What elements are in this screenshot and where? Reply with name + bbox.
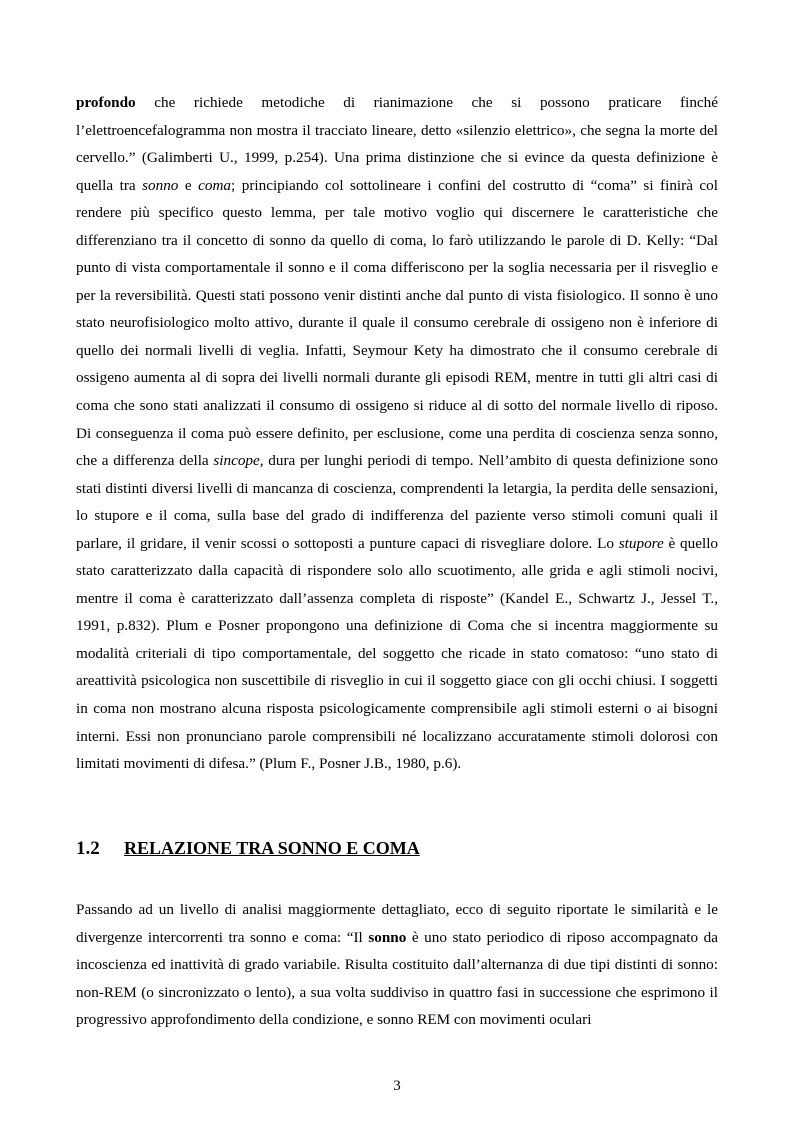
bold-term-sonno: sonno (368, 928, 407, 946)
text-run: e (178, 176, 199, 194)
text-run: Passando ad un livello di analisi maggiormente dettagliato, ecco di seguito riportate le similarità e le divergenze intercorrenti tra sonno e coma: “Il (76, 901, 718, 946)
text-run: è uno stato periodico di riposo accompagnato da incoscienza ed inattività di grado variabile. Risulta costituito dall’alternanza di due tipi distinti di sonno: non-REM (o sincronizzato o lento), a sua volta suddiviso in quattro fasi in successione che esprimono il progressivo approfondimento della condizione, e sonno REM con movimenti oculari (76, 928, 718, 1029)
section-number: 1.2 (76, 838, 100, 859)
italic-term-stupore: stupore (618, 534, 664, 552)
text-run: è quello stato caratterizzato dalla capacità di rispondere solo allo scuotimento, alle grida e agli stimoli nocivi, mentre il coma è caratterizzato dall’assenza completa di risposte” (Kandel E., Schwartz J., Jessel T., 1991, p.832). Plum e Posner propongono una definizione di Coma che si incentra maggiormente su modalità criteriali di tipo comportamentale, del soggetto che ricade in stato comatoso: “uno stato di areattività psicologica non suscettibile di risveglio in cui il soggetto giace con gli occhi chiusi. I soggetti in coma non mostrano alcuna risposta psicologicamente comprensibile agli stimoli esterni o ai bisogni interni. Essi non pronunciano parole comprensibili né localizzano accuratamente stimoli dolorosi con limitati movimenti di difesa.” (Plum F., Posner J.B., 1980, p.6). (76, 534, 719, 773)
text-run: ; principiando col sottolineare i confini del costrutto di “coma” si finirà col rendere più specifico questo lemma, per tale motivo voglio qui discernere le caratteristiche che differenziano tra il concetto di sonno da quello di coma, lo farò utilizzando le parole di D. Kelly: “Dal punto di vista comportamentale il sonno e il coma differiscono per la soglia necessaria per il risveglio e per la reversibilità. Questi stati possono venir distinti anche dal punto di vista fisiologico. Il sonno è uno stato neurofisiologico molto attivo, durante il quale il consumo cerebrale di ossigeno non è inferiore di quello dei normali livelli di veglia. Infatti, Seymour Kety ha dimostrato che il consumo cerebrale di ossigeno aumenta al di sopra dei livelli normali durante gli episodi REM, mentre in tutti gli altri casi di coma che sono stati analizzati il consumo di ossigeno si riduce al di sotto del normale livello di riposo. Di conseguenza il coma può essere definito, per esclusione, come una perdita di coscienza senza sonno, che a differenza della (76, 176, 718, 470)
italic-term-sonno: sonno (142, 176, 179, 194)
text-run: , dura per lunghi periodi di tempo. Nell’ambito di questa definizione sono stati distinti diversi livelli di mancanza di coscienza, comprendenti la letargia, la perdita delle sensazioni, lo stupore e il coma, sulla base del grado di indifferenza del paziente verso stimoli comuni quali il parlare, il gridare, il venir scossi o sottoposti a punture capaci di risvegliare dolore. Lo (76, 452, 718, 552)
section-heading (76, 834, 718, 862)
text-run: che richiede metodiche di rianimazione che si possono praticare finché l’elettroencefalogramma non mostra il tracciato lineare, detto «silenzio elettrico», che segna la morte del cervello.” (Galimberti U., 1999, p.254). Una prima distinzione che si evince da questa definizione è quella tra (76, 94, 718, 194)
body-paragraph-2 (76, 896, 718, 1034)
section-title: RELAZIONE TRA SONNO E COMA (124, 838, 420, 858)
italic-term-sincope: sincope (213, 452, 260, 470)
italic-term-coma: coma (198, 176, 232, 194)
body-paragraph-1 (76, 89, 718, 778)
page-number: 3 (393, 1078, 401, 1094)
bold-term-profondo: profondo (76, 94, 136, 111)
